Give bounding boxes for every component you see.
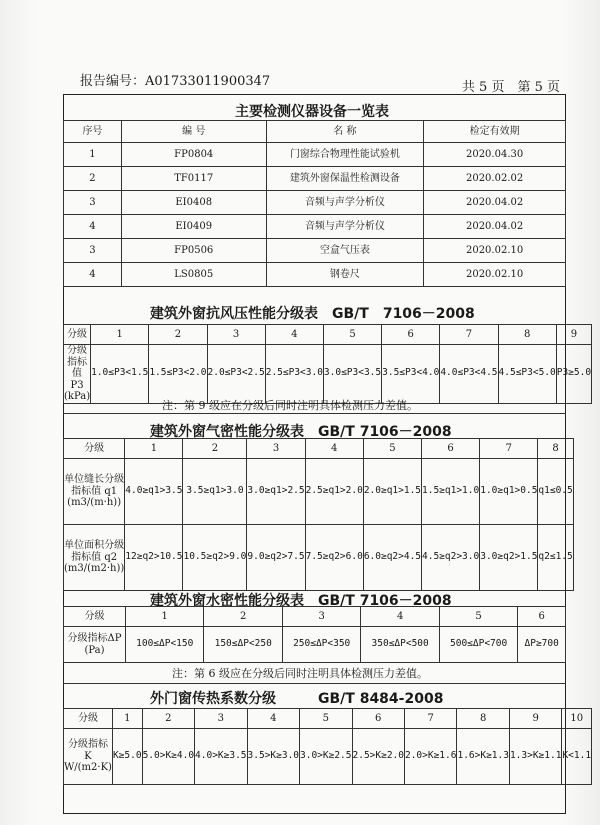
grade-number: 5 bbox=[439, 607, 517, 627]
grade-value: K≥5.0 bbox=[112, 729, 142, 785]
grade-value: q1≤0.5 bbox=[538, 459, 573, 525]
grade-value: 1.0≤P3<1.5 bbox=[91, 345, 149, 404]
grade-number: 2 bbox=[204, 607, 282, 627]
value-row bbox=[64, 729, 592, 785]
grade-value: 7.5≥q2>6.0 bbox=[305, 525, 363, 591]
grade-value: 4.5≥q2>3.0 bbox=[422, 525, 480, 591]
grade-value: q2≤1.5 bbox=[538, 525, 573, 591]
grade-number: 3 bbox=[195, 709, 247, 729]
table-row bbox=[64, 167, 566, 191]
grade-number: 5 bbox=[300, 709, 352, 729]
value-row bbox=[64, 459, 574, 525]
table-row bbox=[64, 143, 566, 167]
row-label: 分级指标 K W/(m2·K) bbox=[64, 729, 113, 785]
t1-col-header: 检定有效期 bbox=[424, 121, 566, 143]
grade-number: 2 bbox=[183, 439, 247, 459]
equipment-code: TF0117 bbox=[121, 167, 266, 191]
table-row bbox=[64, 239, 566, 263]
equipment-name: 空盒气压表 bbox=[266, 239, 424, 263]
grade-number: 7 bbox=[440, 325, 498, 345]
grade-number: 3 bbox=[247, 439, 305, 459]
grade-value: 2.5≤P3<3.0 bbox=[265, 345, 323, 404]
row-index: 1 bbox=[64, 143, 122, 167]
grade-value: 3.5>K≥3.0 bbox=[247, 729, 299, 785]
heat-transfer-table bbox=[63, 708, 592, 785]
row-index: 3 bbox=[64, 191, 122, 215]
page-count: 共 5 页 第 5 页 bbox=[461, 80, 560, 95]
equipment-code: LS0805 bbox=[121, 263, 266, 287]
grade-value: 150≤ΔP<250 bbox=[204, 627, 282, 663]
grade-value: 500≤ΔP<700 bbox=[439, 627, 517, 663]
grade-number: 1 bbox=[112, 709, 142, 729]
t2-note: 注：第 9 级应在分级后同时注明具体检测压力差值。 bbox=[162, 399, 418, 412]
t3-title: 建筑外窗气密性能分级表 GB/T 7106－2008 bbox=[150, 424, 452, 440]
grade-number: 2 bbox=[142, 709, 194, 729]
grade-number: 3 bbox=[207, 325, 265, 345]
grade-value: P3≥5.0 bbox=[556, 345, 591, 404]
calibration-date: 2020.02.10 bbox=[424, 263, 566, 287]
grade-row bbox=[64, 439, 574, 459]
grade-label: 分级 bbox=[64, 709, 113, 729]
t1-col-header: 序号 bbox=[64, 121, 122, 143]
grade-value: 12≥q2>10.5 bbox=[125, 525, 183, 591]
row-index: 4 bbox=[64, 215, 122, 239]
value-row bbox=[64, 345, 592, 404]
value-row bbox=[64, 627, 566, 663]
grade-value: 100≤ΔP<150 bbox=[126, 627, 204, 663]
calibration-date: 2020.04.02 bbox=[424, 215, 566, 239]
t5-title: 外门窗传热系数分级 GB/T 8484-2008 bbox=[150, 691, 444, 707]
grade-value: 1.0≥q1>0.5 bbox=[480, 459, 538, 525]
grade-value: 2.0≤P3<2.5 bbox=[207, 345, 265, 404]
grade-number: 4 bbox=[361, 607, 439, 627]
grade-value: 1.5≥q1>1.0 bbox=[422, 459, 480, 525]
t1-col-header: 名 称 bbox=[266, 121, 424, 143]
divider bbox=[63, 683, 566, 684]
grade-value: 10.5≥q2>9.0 bbox=[183, 525, 247, 591]
equipment-code: EI0408 bbox=[121, 191, 266, 215]
grade-number: 5 bbox=[323, 325, 381, 345]
instrument-table bbox=[63, 120, 566, 287]
grade-value: 5.0>K≥4.0 bbox=[142, 729, 194, 785]
grade-value: 3.0>K≥2.5 bbox=[300, 729, 352, 785]
calibration-date: 2020.04.02 bbox=[424, 191, 566, 215]
t1-header-row bbox=[64, 121, 566, 143]
grade-number: 8 bbox=[538, 439, 573, 459]
grade-number: 4 bbox=[247, 709, 299, 729]
grade-value: 2.5>K≥2.0 bbox=[352, 729, 404, 785]
grade-value: 2.0≥q1>1.5 bbox=[363, 459, 421, 525]
grade-value: 1.5≤P3<2.0 bbox=[149, 345, 207, 404]
grade-value: 4.0≤P3<4.5 bbox=[440, 345, 498, 404]
grade-number: 6 bbox=[382, 325, 440, 345]
row-label: 分级指标值 P3 (kPa) bbox=[64, 345, 91, 402]
row-label: 单位缝长分级指标值 q1 (m3/(m·h)) bbox=[64, 459, 125, 525]
grade-value: 3.0≥q2>1.5 bbox=[480, 525, 538, 591]
grade-value: 4.0>K≥3.5 bbox=[195, 729, 247, 785]
grade-number: 8 bbox=[498, 325, 556, 345]
grade-number: 2 bbox=[149, 325, 207, 345]
grade-number: 1 bbox=[125, 439, 183, 459]
table-row bbox=[64, 191, 566, 215]
grade-number: 7 bbox=[480, 439, 538, 459]
equipment-name: 门窗综合物理性能试验机 bbox=[266, 143, 424, 167]
equipment-name: 钢卷尺 bbox=[266, 263, 424, 287]
grade-value: 1.3>K≥1.1 bbox=[509, 729, 561, 785]
t2-title: 建筑外窗抗风压性能分级表 GB/T 7106－2008 bbox=[150, 306, 475, 322]
grade-number: 4 bbox=[305, 439, 363, 459]
grade-number: 8 bbox=[457, 709, 509, 729]
grade-number: 4 bbox=[265, 325, 323, 345]
grade-value: 4.5≤P3<5.0 bbox=[498, 345, 556, 404]
grade-row bbox=[64, 709, 592, 729]
table-row bbox=[64, 215, 566, 239]
grade-number: 1 bbox=[126, 607, 204, 627]
equipment-code: EI0409 bbox=[121, 215, 266, 239]
grade-value: 6.0≥q2>4.5 bbox=[363, 525, 421, 591]
grade-label: 分级 bbox=[64, 439, 125, 459]
grade-number: 6 bbox=[518, 607, 566, 627]
grade-number: 9 bbox=[509, 709, 561, 729]
calibration-date: 2020.02.02 bbox=[424, 167, 566, 191]
equipment-code: FP0506 bbox=[121, 239, 266, 263]
row-index: 4 bbox=[64, 263, 122, 287]
grade-value: 3.0≤P3<3.5 bbox=[323, 345, 381, 404]
grade-row bbox=[64, 325, 592, 345]
calibration-date: 2020.02.10 bbox=[424, 239, 566, 263]
grade-value: 3.0≥q1>2.5 bbox=[247, 459, 305, 525]
equipment-code: FP0804 bbox=[121, 143, 266, 167]
grade-number: 9 bbox=[556, 325, 591, 345]
grade-value: 4.0≥q1>3.5 bbox=[125, 459, 183, 525]
row-index: 2 bbox=[64, 167, 122, 191]
grade-number: 6 bbox=[352, 709, 404, 729]
calibration-date: 2020.04.30 bbox=[424, 143, 566, 167]
air-tightness-table bbox=[63, 438, 574, 591]
wind-pressure-table bbox=[63, 324, 592, 404]
grade-number: 7 bbox=[404, 709, 456, 729]
grade-label: 分级 bbox=[64, 325, 91, 345]
grade-value: K<1.1 bbox=[562, 729, 592, 785]
grade-row bbox=[64, 607, 566, 627]
grade-value: 3.5≤P3<4.0 bbox=[382, 345, 440, 404]
t4-note: 注：第 6 级应在分级后同时注明具体检测压力差值。 bbox=[172, 667, 428, 680]
row-label: 单位面积分级指标值 q2 (m3/(m2·h)) bbox=[64, 525, 125, 591]
grade-number: 1 bbox=[91, 325, 149, 345]
grade-value: 3.5≥q1>3.0 bbox=[183, 459, 247, 525]
row-label: 分级指标ΔP (Pa) bbox=[64, 627, 126, 663]
equipment-name: 音频与声学分析仪 bbox=[266, 191, 424, 215]
grade-value: 2.0>K≥1.6 bbox=[404, 729, 456, 785]
report-number: 报告编号：A01733011900347 bbox=[80, 74, 271, 89]
value-row bbox=[64, 525, 574, 591]
t1-col-header: 编 号 bbox=[121, 121, 266, 143]
equipment-name: 建筑外窗保温性检测设备 bbox=[266, 167, 424, 191]
grade-value: 250≤ΔP<350 bbox=[282, 627, 360, 663]
row-index: 3 bbox=[64, 239, 122, 263]
grade-value: ΔP≥700 bbox=[518, 627, 566, 663]
grade-value: 9.0≥q2>7.5 bbox=[247, 525, 305, 591]
water-tightness-table bbox=[63, 606, 566, 663]
t4-title: 建筑外窗水密性能分级表 GB/T 7106－2008 bbox=[150, 593, 452, 609]
grade-number: 3 bbox=[282, 607, 360, 627]
grade-number: 10 bbox=[562, 709, 592, 729]
grade-number: 6 bbox=[422, 439, 480, 459]
divider bbox=[63, 413, 566, 414]
grade-value: 2.5≥q1>2.0 bbox=[305, 459, 363, 525]
grade-value: 1.6>K≥1.3 bbox=[457, 729, 509, 785]
t1-title: 主要检测仪器设备一览表 bbox=[235, 104, 389, 120]
grade-label: 分级 bbox=[64, 607, 126, 627]
table-row bbox=[64, 263, 566, 287]
grade-number: 5 bbox=[363, 439, 421, 459]
equipment-name: 音频与声学分析仪 bbox=[266, 215, 424, 239]
grade-value: 350≤ΔP<500 bbox=[361, 627, 439, 663]
